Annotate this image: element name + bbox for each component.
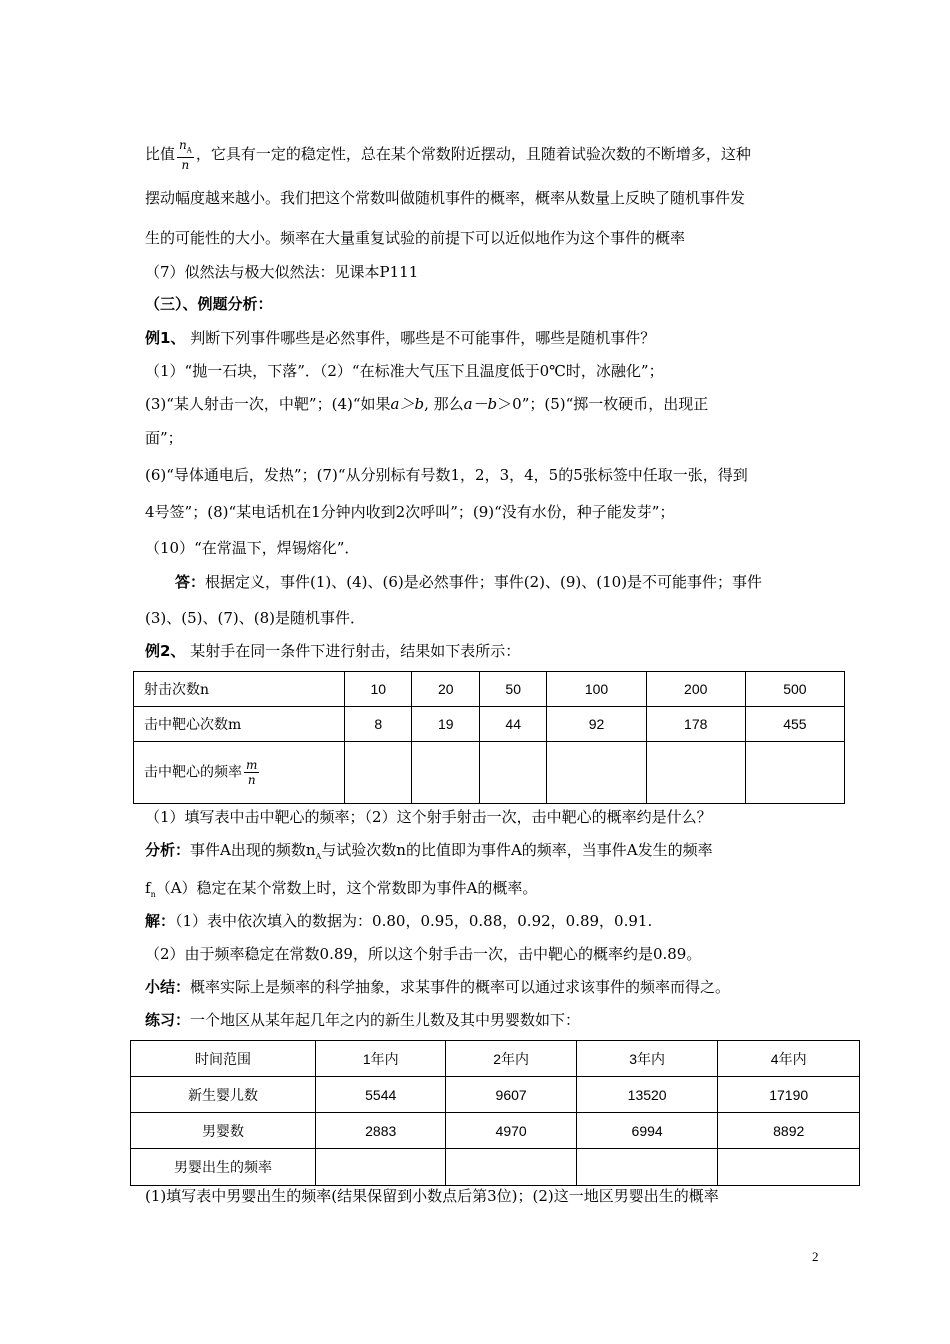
table-cell: 8 — [345, 707, 412, 742]
table-cell: 3年内 — [576, 1041, 718, 1077]
example1-title: 例1、 判断下列事件哪些是必然事件，哪些是不可能事件，哪些是随机事件？ — [145, 329, 656, 347]
analysis-line-2: $f_n(A)$稳定在某个常数上时，这个常数即为事件A的概率。 — [145, 879, 538, 899]
analysis-line-1: 分析：事件A出现的频数$n_A$与试验次数n的比值即为事件A的频率，当事件A发生的频率 — [145, 841, 713, 861]
table-cell: 10 — [345, 672, 412, 707]
page-number: 2 — [812, 1249, 819, 1264]
table-row — [131, 1113, 860, 1149]
table-cell: 17190 — [718, 1077, 860, 1113]
table-cell: 新生婴儿数 — [131, 1077, 316, 1113]
table-cell: 178 — [646, 707, 745, 742]
table-cell — [576, 1149, 718, 1186]
example1-line-3: 面”； — [145, 429, 183, 447]
text: 比值 — [145, 145, 176, 164]
table-cell: 6994 — [576, 1113, 718, 1149]
table-cell: 8892 — [718, 1113, 860, 1149]
table-cell: 5544 — [316, 1077, 446, 1113]
birth-table — [130, 1040, 860, 1186]
practice-line: 练习：一个地区从某年起几年之内的新生儿数及其中男婴数如下： — [145, 1011, 581, 1029]
table-cell: 男婴出生的频率 — [131, 1149, 316, 1186]
table-cell: 射击次数n — [134, 672, 345, 707]
table-cell — [345, 742, 412, 804]
table-cell: 4970 — [446, 1113, 576, 1149]
table-cell — [446, 1149, 576, 1186]
table-cell: 击中靶心次数m — [134, 707, 345, 742]
last-line: (1)填写表中男婴出生的频率(结果保留到小数点后第3位)；(2)这一地区男婴出生的概率 — [145, 1187, 719, 1205]
example1-label: 例1、 — [145, 329, 186, 347]
table-cell: 4年内 — [718, 1041, 860, 1077]
para-line-3: 生的可能性的大小。频率在大量重复试验的前提下可以近似地作为这个事件的概率 — [145, 229, 686, 247]
table-cell: 19 — [412, 707, 479, 742]
table-cell: 500 — [745, 672, 844, 707]
summary-label: 小结： — [145, 978, 191, 996]
table-cell: 44 — [479, 707, 546, 742]
table-cell: 时间范围 — [131, 1041, 316, 1077]
answer-line-1: 答：根据定义，事件(1)、(4)、(6)是必然事件；事件(2)、(9)、(10)是不可能事件；事件 — [175, 573, 763, 591]
table-cell: 100 — [547, 672, 646, 707]
section-heading: （三）、例题分析： — [145, 295, 273, 313]
table-cell: 92 — [547, 707, 646, 742]
para-line-4: （7）似然法与极大似然法：见课本P111 — [145, 263, 419, 281]
fraction-m-over-n: $\frac{m}{n}$ — [246, 758, 258, 787]
para-line-1 — [145, 138, 751, 172]
table-cell — [316, 1149, 446, 1186]
solution-line-2: （2）由于频率稳定在常数0.89，所以这个射手击一次，击中靶心的概率约是0.89。 — [145, 945, 702, 963]
practice-label: 练习： — [145, 1011, 191, 1029]
example2-title: 例2、 某射手在同一条件下进行射击，结果如下表所示： — [145, 642, 521, 660]
analysis-label: 分析： — [145, 841, 191, 859]
table-cell: 13520 — [576, 1077, 718, 1113]
example1-line-6: （10）“在常温下，焊锡熔化”． — [145, 539, 360, 557]
text: ，它具有一定的稳定性，总在某个常数附近摆动，且随着试验次数的不断增多，这种 — [195, 145, 751, 164]
table-cell: 20 — [412, 672, 479, 707]
table-cell — [412, 742, 479, 804]
table-cell: 9607 — [446, 1077, 576, 1113]
para-line-2: 摆动幅度越来越小。我们把这个常数叫做随机事件的概率，概率从数量上反映了随机事件发 — [145, 189, 746, 207]
table-cell — [547, 742, 646, 804]
question-line: （1）填写表中击中靶心的频率；（2）这个射手射击一次，击中靶心的概率约是什么？ — [145, 808, 712, 826]
table-row — [134, 707, 845, 742]
table-row — [134, 672, 845, 707]
table-row — [134, 742, 845, 804]
table-cell — [745, 742, 844, 804]
example1-line-2: (3)“某人射击一次，中靶”；(4)“如果a＞b, 那么a－b＞0”；(5)“掷一枚硬币，出现正 — [145, 395, 709, 413]
table-row — [131, 1077, 860, 1113]
fraction-nA-over-n: $\frac{n_A}{n}$ — [179, 138, 192, 173]
table-cell: 1年内 — [316, 1041, 446, 1077]
table-row — [131, 1149, 860, 1186]
example2-label: 例2、 — [145, 642, 186, 660]
shooting-table — [133, 671, 845, 804]
example1-line-1: （1）“抛一石块，下落”．（2）“在标准大气压下且温度低于0℃时，冰融化”； — [145, 362, 664, 380]
example1-line-4: (6)“导体通电后，发热”；(7)“从分别标有号数1，2，3，4，5的5张标签中任取一张，得到 — [145, 466, 748, 484]
table-cell: 2883 — [316, 1113, 446, 1149]
table-cell: 击中靶心的频率 $\frac{m}{n}$ — [134, 742, 345, 804]
table-cell: 2年内 — [446, 1041, 576, 1077]
table-cell — [718, 1149, 860, 1186]
table-cell: 50 — [479, 672, 546, 707]
example1-line-5: 4号签”；(8)“某电话机在1分钟内收到2次呼叫”；(9)“没有水份，种子能发芽”； — [145, 503, 675, 521]
answer-label: 答： — [175, 573, 206, 591]
answer-line-2: (3)、(5)、(7)、(8)是随机事件． — [145, 609, 365, 627]
solution-label: 解： — [145, 912, 176, 930]
table-row — [131, 1041, 860, 1077]
table-cell — [479, 742, 546, 804]
solution-line-1: 解：（1）表中依次填入的数据为：0.80，0.95，0.88，0.92，0.89，0.91. — [145, 912, 653, 930]
table-cell — [646, 742, 745, 804]
table-cell: 男婴数 — [131, 1113, 316, 1149]
table-cell: 455 — [745, 707, 844, 742]
summary-line: 小结：概率实际上是频率的科学抽象，求某事件的概率可以通过求该事件的频率而得之。 — [145, 978, 731, 996]
table-cell: 200 — [646, 672, 745, 707]
